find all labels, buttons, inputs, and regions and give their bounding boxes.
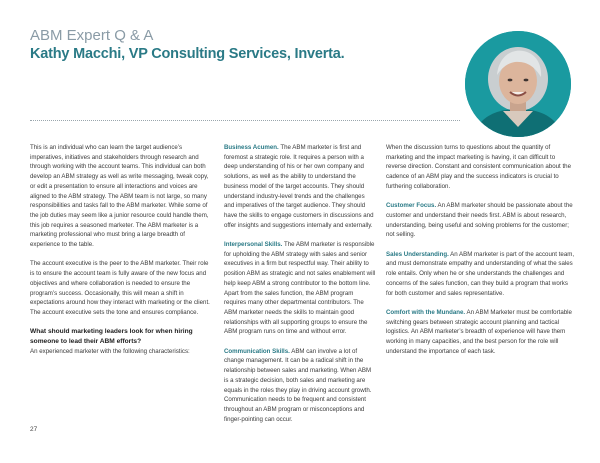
business-acumen-section xyxy=(224,143,376,230)
sales-understanding-section xyxy=(386,250,576,299)
portrait-photo xyxy=(465,31,571,137)
communication-skills-text: ABM can involve a lot of change management. It can be a radical shift in the relationship between sales and marketing. When ABM is a strategic decision, both sales and marketing are equals in the roles they play in driving account growth. Communication needs to be frequent and consistent throughout an ABM program or misconceptions and finger-pointing can occur. xyxy=(224,347,372,423)
sales-understanding-text: An ABM marketer is part of the account team, and must demonstrate empathy and understanding of what the sales role entails. Only when he or she understands the challenges and concerns of the sales function, can they build a program that works for both customer and sales representative. xyxy=(386,250,575,297)
column-left xyxy=(30,143,211,367)
comfort-mundane-heading: Comfort with the Mundane. xyxy=(386,308,466,316)
business-acumen-heading: Business Acumen. xyxy=(224,144,279,151)
question-heading: What should marketing leaders look for when hiring someone to lead their ABM efforts? xyxy=(30,328,193,346)
column-middle xyxy=(224,143,376,434)
portrait-illustration xyxy=(465,31,571,137)
interpersonal-skills-heading: Interpersonal Skills. xyxy=(224,241,283,249)
communication-continued-paragraph: When the discussion turns to questions about the quantity of marketing and the impact marketing is having, it can difficult to reverse direction. Constant and consistent communication about the cadence of an ABM play and the success indicators is crucial to furthering collaboration. xyxy=(386,144,572,190)
account-executive-paragraph: The account executive is the peer to the ABM marketer. Their role is to ensure the account team is fully aware of the new focus and objectives and where collaboration is needed to ensure the program’s success. Occasionally, this will mean a shift in expectations around how they interact with marketing or the client. The account executive sets the tone and ensures compliance. xyxy=(30,260,210,316)
interpersonal-skills-section xyxy=(224,240,376,337)
comfort-mundane-section xyxy=(386,308,576,357)
sales-understanding-heading: Sales Understanding. xyxy=(386,250,449,258)
communication-skills-heading: Communication Skills. xyxy=(224,347,290,355)
intro-paragraph: This is an individual who can learn the target audience’s imperatives, initiatives and stakeholders through research and through working with the account teams. This individual can both develop an ABM strategy as well as write messaging, tweak copy, or edit a presentation to ensure all interactions and voices are aligned to the ABM strategy. The ABM team is not large, so many responsibilities and tasks fall to the ABM marketer. While some of the job duties may seem like a junior resource could handle them, this job requires a seasoned marketer. The ABM marketer is a marketing professional who must bring a large breadth of experience to the table. xyxy=(30,144,209,249)
communication-skills-section xyxy=(224,347,376,425)
page-number: 27 xyxy=(30,426,38,433)
comfort-mundane-text: An ABM Marketer must be comfortable switching gears between strategic account planning and tactical logistics. An ABM marketer’s breadth of experience will have them working in many capacities, and the best person for the role will understand the importance of each task. xyxy=(386,308,572,355)
interpersonal-skills-text: The ABM marketer is responsible for upholding the ABM strategy with sales and senior executives in a firm but respectful way. Their ability to position ABM as strategic and not sales enablement will help keep ABM a strong contributor to the bottom line. Apart from the sales function, the ABM program requires many other departmental contributors. The ABM marketer needs the skills to maintain good relationships with all supporting groups to ensure the ABM program runs on time and without error. xyxy=(224,241,376,336)
business-acumen-text: The ABM marketer is first and foremost a strategic role. It requires a person with a deep understanding of his or her own company and solutions, as well as the ability to understand the business model of the target accounts. They should understand industry-level trends and the challenges and imperatives of the target audience. They should have the skills to engage customers in discussions and offer insights and suggestions internally and externally. xyxy=(224,144,374,229)
page-subtitle: Kathy Macchi, VP Consulting Services, Inverta. xyxy=(30,46,345,62)
page-title: ABM Expert Q & A xyxy=(30,27,154,44)
customer-focus-heading: Customer Focus. xyxy=(386,202,437,210)
customer-focus-section xyxy=(386,201,576,240)
customer-focus-text: An ABM marketer should be passionate about the customer and understand their needs first. ABM is about research, understanding, being useful and solving problems for the customer; not selling. xyxy=(386,202,573,239)
answer-paragraph: An experienced marketer with the following characteristics: xyxy=(30,348,190,356)
column-right xyxy=(386,143,576,366)
divider-line xyxy=(30,120,460,121)
